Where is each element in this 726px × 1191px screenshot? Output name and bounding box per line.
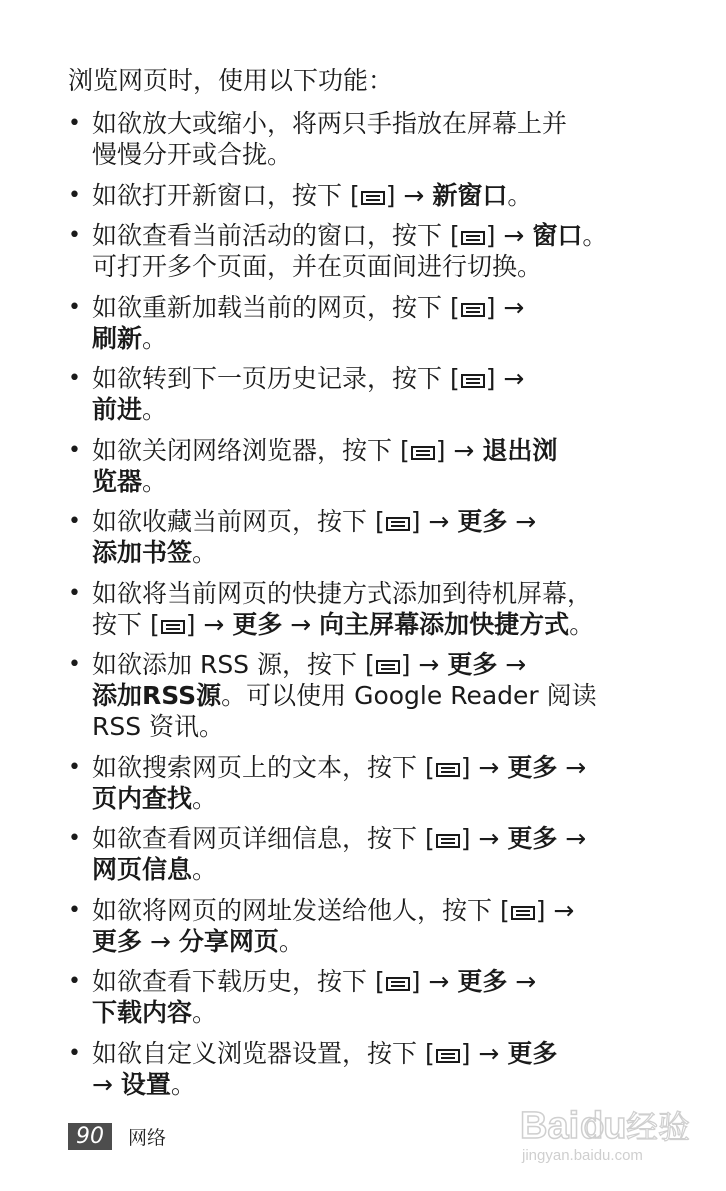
item-line — [92, 823, 668, 854]
item-text: → — [142, 926, 179, 956]
watermark-brand-left: Bai — [520, 1105, 580, 1147]
item-text: 如欲自定义浏览器设置，按下 [ — [92, 1038, 435, 1068]
list-item — [68, 180, 668, 211]
item-text: 如欲将网页的网址发送给他人，按下 [ — [92, 895, 510, 925]
item-text: ] → — [410, 507, 458, 536]
item-text: 如欲重新加载当前的网页，按下 [ — [92, 292, 460, 322]
item-text: 。 — [192, 538, 218, 567]
page-footer — [68, 1123, 166, 1150]
item-line — [92, 1069, 668, 1100]
item-line — [92, 251, 668, 282]
menu-key-icon — [161, 620, 185, 634]
item-text: 如欲放大或缩小，将两只手指放在屏幕上并 — [92, 109, 568, 138]
item-line — [92, 578, 668, 609]
item-text: 。 — [170, 1069, 196, 1099]
bullet: • — [68, 111, 81, 136]
item-text: RSS 资讯。 — [92, 712, 225, 741]
item-text: → — [92, 1069, 121, 1099]
bullet: • — [68, 366, 81, 391]
item-text: ] → — [400, 650, 448, 679]
list-item — [68, 823, 668, 885]
bullet: • — [68, 754, 81, 780]
item-text: 。可以使用 Google Reader 阅读 — [221, 681, 597, 710]
bullet: • — [68, 182, 81, 208]
item-line — [92, 537, 668, 568]
item-text: ] → — [460, 1038, 508, 1068]
list-item — [68, 895, 668, 957]
item-text: 如欲打开新窗口，按下 [ — [92, 180, 360, 210]
bullet: • — [68, 969, 81, 994]
item-text: ] → — [535, 895, 575, 925]
item-line — [92, 220, 668, 251]
item-text: → — [557, 752, 587, 782]
item-line — [92, 466, 668, 497]
item-text: ] → — [485, 292, 525, 322]
menu-key-icon — [436, 834, 460, 848]
item-text: ] → — [460, 824, 508, 853]
item-text: → — [557, 824, 587, 853]
item-line — [92, 1038, 668, 1069]
item-text: 。 — [142, 395, 168, 424]
item-line — [92, 783, 668, 814]
item-text: → — [282, 609, 320, 639]
menu-path-label: 刷新 — [92, 323, 143, 353]
item-line — [92, 752, 668, 783]
menu-path-label: 下载内容 — [92, 998, 193, 1027]
list-item — [68, 435, 668, 497]
item-text: 。 — [142, 466, 168, 496]
bullet: • — [68, 1040, 81, 1066]
item-text: 。 — [142, 323, 168, 353]
list-item — [68, 220, 668, 282]
menu-key-icon — [386, 517, 410, 531]
menu-path-label: 览器 — [92, 466, 143, 496]
bullet: • — [68, 509, 81, 534]
baidu-jingyan-watermark — [518, 1098, 698, 1168]
menu-path-label: 窗口 — [532, 221, 583, 250]
item-line — [92, 926, 668, 957]
menu-path-label: 前进 — [92, 395, 143, 424]
menu-path-label: 分享网页 — [178, 926, 279, 956]
menu-key-icon — [511, 906, 535, 920]
list-item — [68, 1038, 668, 1100]
item-text: ] → — [485, 221, 533, 250]
item-line — [92, 506, 668, 537]
item-line — [92, 711, 668, 742]
item-text: 如欲关闭网络浏览器，按下 [ — [92, 435, 410, 465]
item-line — [92, 394, 668, 425]
menu-path-label: 更多 — [507, 824, 558, 853]
item-text: 如欲转到下一页历史记录，按下 [ — [92, 364, 460, 393]
list-item — [68, 108, 668, 170]
list-item — [68, 506, 668, 568]
menu-path-label: 更多 — [232, 609, 283, 639]
item-text: ] → — [385, 180, 433, 210]
item-text: 。 — [192, 783, 218, 813]
menu-path-label: 更多 — [447, 650, 498, 679]
item-text: 。 — [582, 221, 608, 250]
menu-key-icon — [361, 191, 385, 205]
item-line — [92, 997, 668, 1028]
item-text: 按下 [ — [92, 609, 160, 639]
item-line — [92, 609, 668, 640]
item-line — [92, 966, 668, 997]
item-text: → — [507, 967, 537, 996]
item-text: 。 — [278, 926, 304, 956]
bullet: • — [68, 897, 81, 923]
menu-key-icon — [436, 763, 460, 777]
section-title: 网络 — [128, 1127, 167, 1149]
item-text: 慢慢分开或合拢。 — [92, 140, 293, 169]
bullet: • — [68, 826, 81, 851]
menu-path-label: 更多 — [507, 1038, 558, 1068]
page-number: 90 — [68, 1123, 112, 1150]
item-text: 。 — [569, 609, 595, 639]
item-text: 。 — [507, 180, 533, 210]
item-line — [92, 292, 668, 323]
item-line — [92, 180, 668, 211]
menu-key-icon — [461, 303, 485, 317]
item-text: ] → — [485, 364, 525, 393]
bullet: • — [68, 437, 81, 463]
item-line — [92, 895, 668, 926]
menu-path-label: 添加书签 — [92, 538, 193, 567]
item-text: 如欲查看当前活动的窗口，按下 [ — [92, 221, 460, 250]
item-text: 如欲收藏当前网页，按下 [ — [92, 507, 385, 536]
list-item — [68, 752, 668, 814]
bullet: • — [68, 652, 81, 677]
item-text: → — [497, 650, 527, 679]
menu-path-label: 新窗口 — [432, 180, 508, 210]
menu-path-label: 更多 — [507, 752, 558, 782]
item-text: 如欲搜索网页上的文本，按下 [ — [92, 752, 435, 782]
menu-path-label: 添加RSS源 — [92, 681, 222, 710]
item-line — [92, 108, 668, 139]
menu-key-icon — [461, 374, 485, 388]
item-line — [92, 139, 668, 170]
menu-key-icon — [411, 446, 435, 460]
menu-path-label: 更多 — [457, 967, 508, 996]
menu-path-label: 设置 — [120, 1069, 171, 1099]
menu-key-icon — [386, 977, 410, 991]
bullet: • — [68, 294, 81, 320]
item-line — [92, 854, 668, 885]
intro-text: 浏览网页时，使用以下功能： — [68, 66, 394, 95]
item-text: ] → — [185, 609, 233, 639]
item-line — [92, 363, 668, 394]
menu-path-label: 更多 — [92, 926, 143, 956]
watermark-brand-right: du — [580, 1105, 627, 1147]
menu-key-icon — [376, 660, 400, 674]
bullet: • — [68, 223, 81, 248]
item-text: 。 — [192, 998, 218, 1027]
item-text: ] → — [460, 752, 508, 782]
item-text: → — [507, 507, 537, 536]
list-item — [68, 649, 668, 742]
list-item — [68, 292, 668, 354]
menu-key-icon — [436, 1049, 460, 1063]
menu-path-label: 退出浏 — [482, 435, 558, 465]
menu-path-label: 页内查找 — [92, 783, 193, 813]
item-line — [92, 323, 668, 354]
item-text: 如欲查看下载历史，按下 [ — [92, 967, 385, 996]
item-line — [92, 435, 668, 466]
menu-key-icon — [461, 231, 485, 245]
item-text: ] → — [435, 435, 483, 465]
bullet: • — [68, 580, 81, 606]
list-item — [68, 363, 668, 425]
item-text: ] → — [410, 967, 458, 996]
feature-list — [68, 108, 668, 1109]
item-line — [92, 680, 668, 711]
item-text: 可打开多个页面，并在页面间进行切换。 — [92, 252, 543, 281]
watermark-brand-suffix: 经验 — [626, 1108, 691, 1146]
list-item — [68, 578, 668, 640]
item-text: 。 — [192, 855, 218, 884]
watermark-url: jingyan.baidu.com — [522, 1147, 643, 1164]
item-text: 如欲添加 RSS 源，按下 [ — [92, 650, 375, 679]
menu-path-label: 网页信息 — [92, 855, 193, 884]
menu-path-label: 向主屏幕添加快捷方式 — [319, 609, 570, 639]
item-text: 如欲查看网页详细信息，按下 [ — [92, 824, 435, 853]
list-item — [68, 966, 668, 1028]
item-line — [92, 649, 668, 680]
menu-path-label: 更多 — [457, 507, 508, 536]
item-text: 如欲将当前网页的快捷方式添加到待机屏幕， — [92, 578, 593, 608]
